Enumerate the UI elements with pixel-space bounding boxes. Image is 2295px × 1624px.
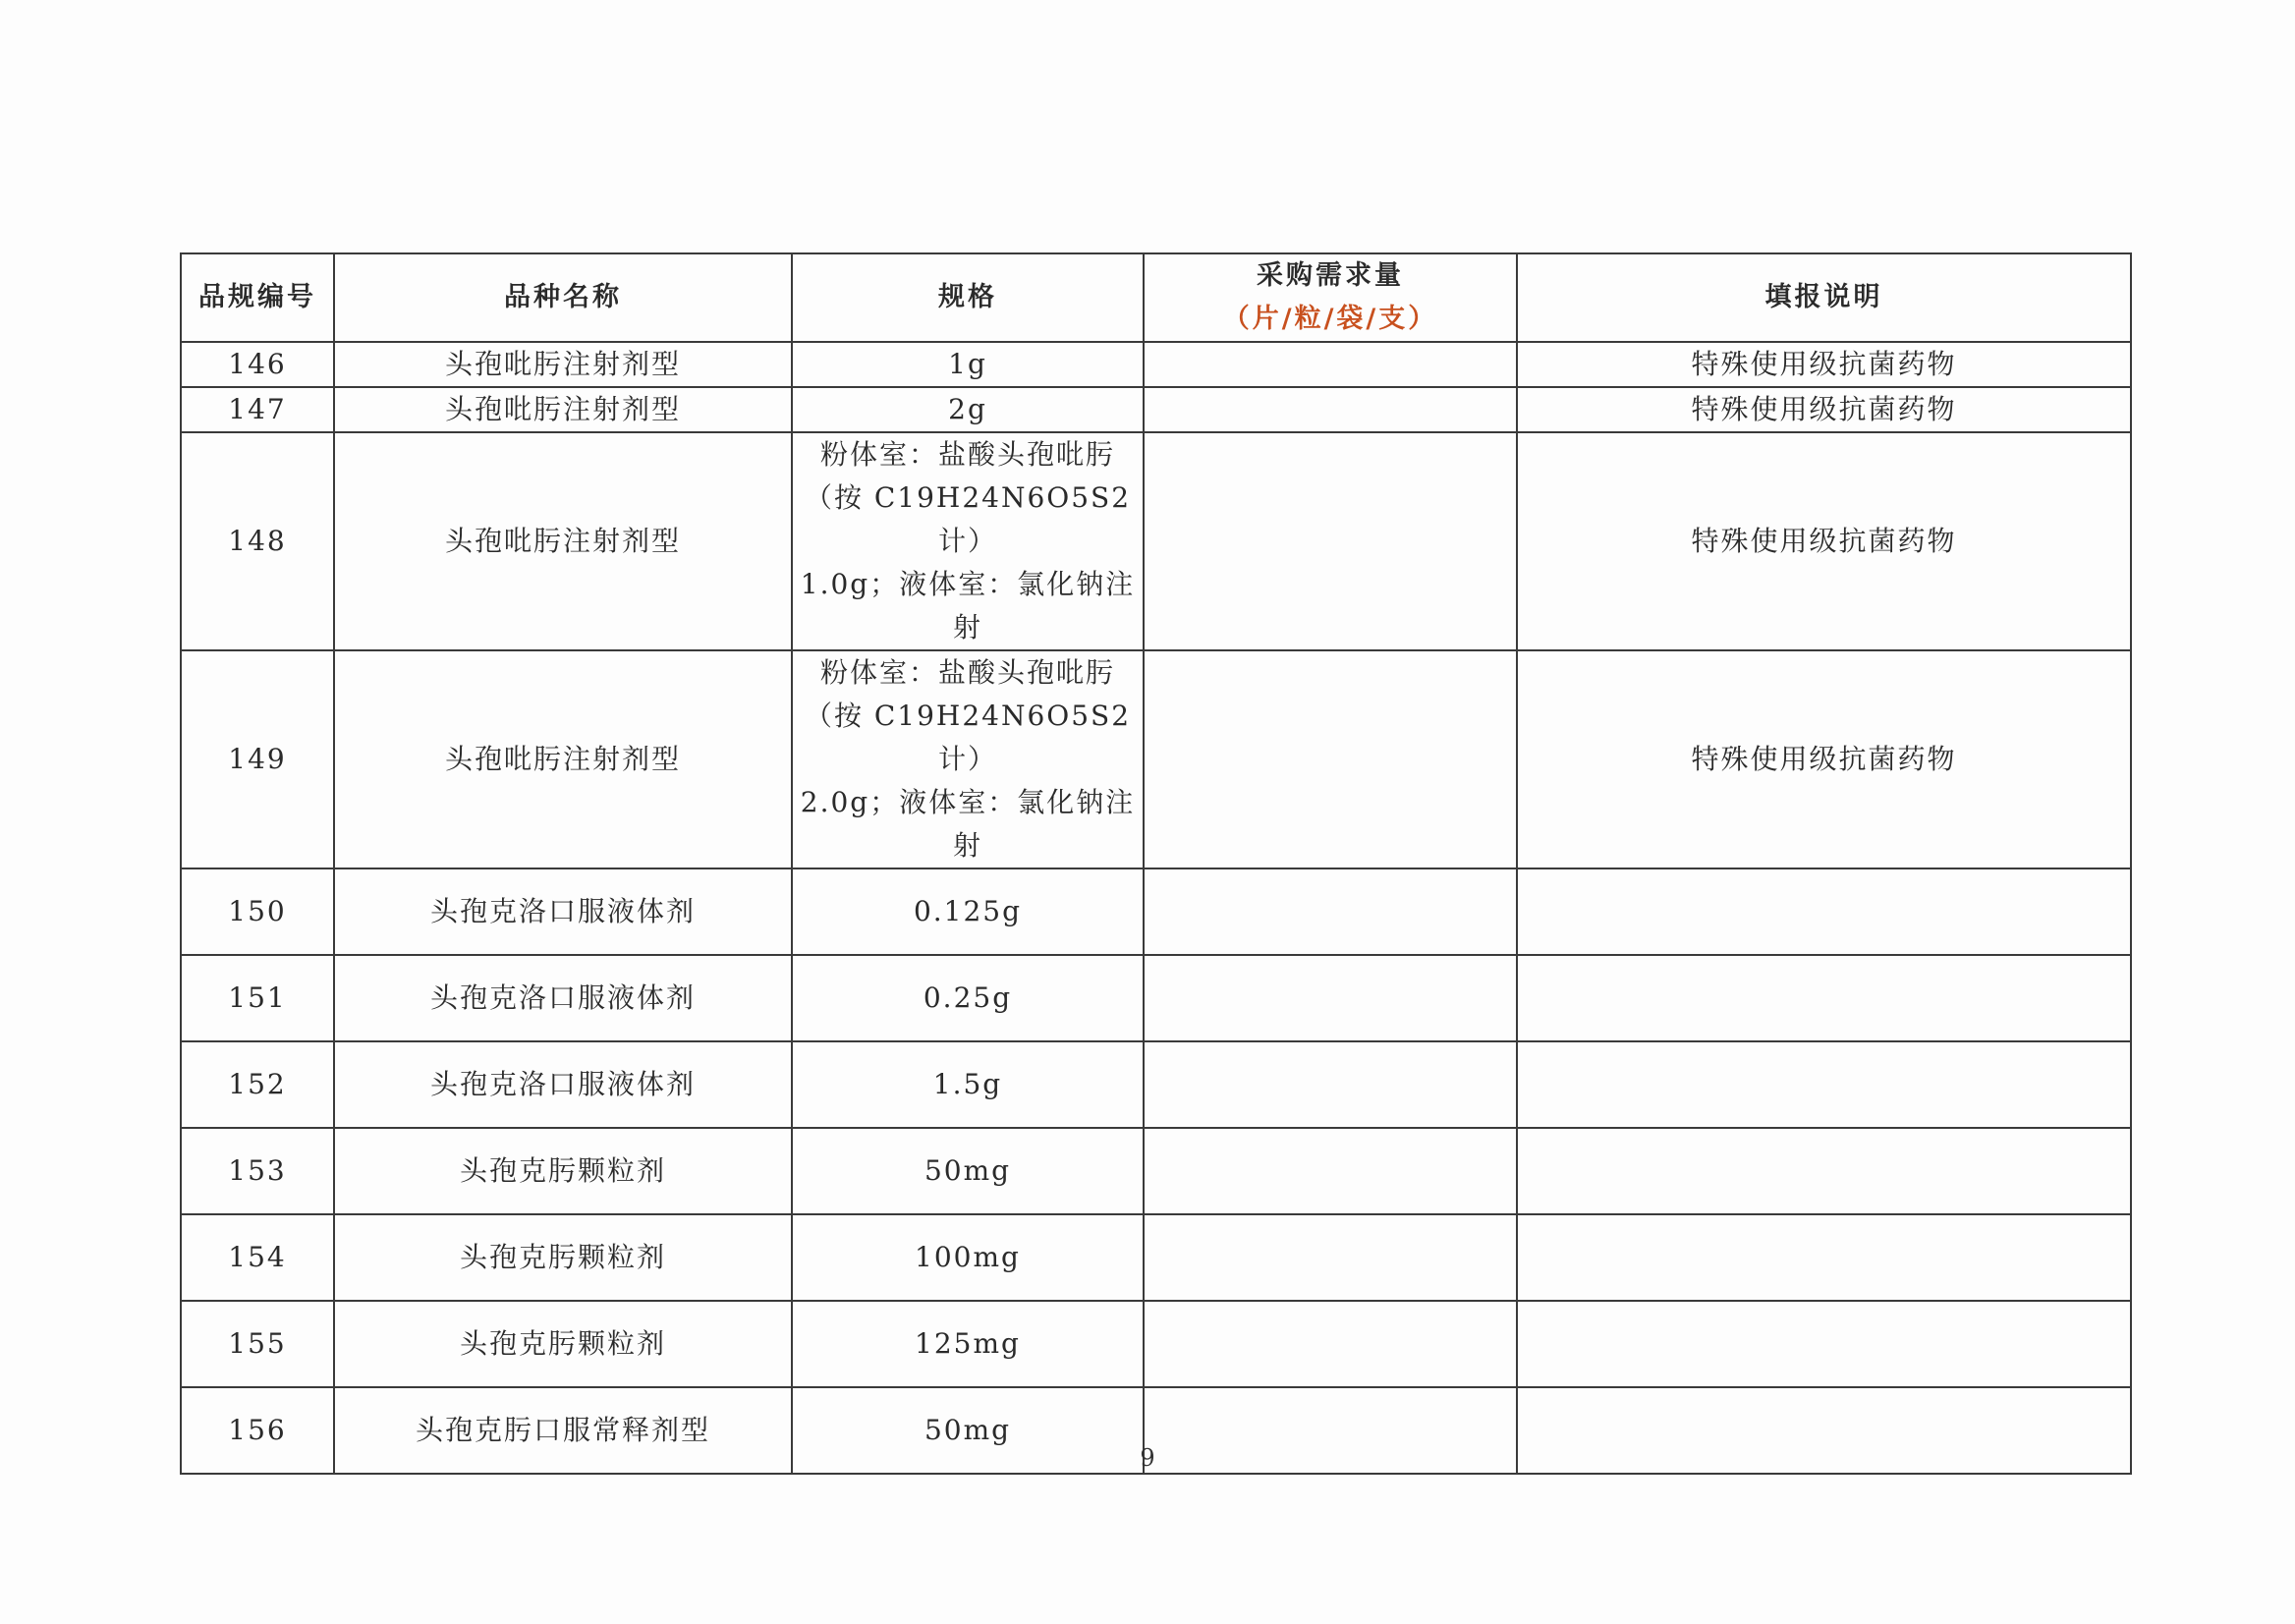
cell-spec-line: 2g: [948, 393, 987, 425]
cell-quantity: [1144, 868, 1517, 955]
cell-spec-line: 50mg: [924, 1154, 1012, 1187]
cell-code: 154: [181, 1214, 334, 1301]
cell-note: 特殊使用级抗菌药物: [1517, 342, 2131, 387]
cell-code: 155: [181, 1301, 334, 1387]
cell-spec-line: 射: [952, 611, 982, 644]
cell-spec: [792, 1214, 1144, 1301]
header-name: 品种名称: [334, 253, 792, 342]
table-row: [181, 1128, 2131, 1214]
cell-spec-line: （按 C19H24N6O5S2 计）: [804, 481, 1132, 557]
cell-note: [1517, 868, 2131, 955]
cell-code: 149: [181, 650, 334, 868]
table-row: [181, 1041, 2131, 1128]
page-number: 9: [1140, 1444, 1155, 1472]
cell-spec: [792, 1041, 1144, 1128]
cell-spec-line: 粉体室：盐酸头孢吡肟: [819, 656, 1115, 689]
cell-quantity: [1144, 1041, 1517, 1128]
table-header-row: [181, 253, 2131, 342]
header-code: 品规编号: [181, 253, 334, 342]
cell-spec: [792, 1301, 1144, 1387]
cell-spec-line: 1.0g；液体室：氯化钠注: [800, 568, 1136, 600]
table-row: [181, 1301, 2131, 1387]
cell-spec: [792, 955, 1144, 1041]
table-row: [181, 1214, 2131, 1301]
cell-quantity: [1144, 342, 1517, 387]
cell-note: [1517, 1041, 2131, 1128]
cell-note: [1517, 1128, 2131, 1214]
cell-spec: [792, 650, 1144, 868]
cell-name: 头孢吡肟注射剂型: [334, 342, 792, 387]
cell-spec: [792, 342, 1144, 387]
header-quantity: [1144, 253, 1517, 342]
table-row: [181, 342, 2131, 387]
header-spec: 规格: [792, 253, 1144, 342]
cell-note: [1517, 955, 2131, 1041]
cell-spec-line: 2.0g；液体室：氯化钠注: [800, 786, 1136, 818]
cell-code: 151: [181, 955, 334, 1041]
cell-spec: [792, 1128, 1144, 1214]
cell-name: 头孢克肟颗粒剂: [334, 1214, 792, 1301]
cell-note: [1517, 1301, 2131, 1387]
cell-note: [1517, 1214, 2131, 1301]
cell-name: 头孢克洛口服液体剂: [334, 1041, 792, 1128]
cell-note: 特殊使用级抗菌药物: [1517, 387, 2131, 432]
cell-spec-line: 0.25g: [923, 981, 1013, 1014]
cell-quantity: [1144, 1301, 1517, 1387]
cell-code: 148: [181, 432, 334, 650]
table-row: [181, 387, 2131, 432]
cell-quantity: [1144, 387, 1517, 432]
table-row: [181, 650, 2131, 868]
header-quantity-label: 采购需求量: [1257, 260, 1404, 291]
cell-spec-line: 50mg: [924, 1414, 1012, 1446]
table-row: [181, 868, 2131, 955]
cell-name: 头孢克肟颗粒剂: [334, 1301, 792, 1387]
table-row: [181, 955, 2131, 1041]
cell-name: 头孢克肟口服常释剂型: [334, 1387, 792, 1474]
cell-spec-line: 0.125g: [913, 895, 1023, 927]
cell-spec-line: 1g: [948, 348, 987, 380]
cell-spec-line: 粉体室：盐酸头孢吡肟: [819, 438, 1115, 471]
cell-code: 150: [181, 868, 334, 955]
cell-code: 153: [181, 1128, 334, 1214]
cell-code: 147: [181, 387, 334, 432]
cell-name: 头孢克洛口服液体剂: [334, 868, 792, 955]
cell-name: 头孢克肟颗粒剂: [334, 1128, 792, 1214]
header-quantity-unit: （片/粒/袋/支）: [1222, 304, 1438, 334]
cell-spec: [792, 387, 1144, 432]
cell-note: 特殊使用级抗菌药物: [1517, 650, 2131, 868]
cell-spec-line: 射: [952, 829, 982, 862]
cell-quantity: [1144, 1128, 1517, 1214]
cell-spec-line: （按 C19H24N6O5S2 计）: [804, 700, 1132, 775]
cell-note: 特殊使用级抗菌药物: [1517, 432, 2131, 650]
cell-spec: [792, 868, 1144, 955]
table-body: [181, 342, 2131, 1474]
cell-quantity: [1144, 432, 1517, 650]
cell-quantity: [1144, 955, 1517, 1041]
cell-name: 头孢吡肟注射剂型: [334, 387, 792, 432]
cell-code: 156: [181, 1387, 334, 1474]
table-row: [181, 432, 2131, 650]
cell-quantity: [1144, 1214, 1517, 1301]
cell-code: 146: [181, 342, 334, 387]
cell-spec: [792, 432, 1144, 650]
procurement-table: [180, 252, 2132, 1475]
header-note: 填报说明: [1517, 253, 2131, 342]
cell-spec-line: 125mg: [915, 1327, 1021, 1360]
cell-name: 头孢克洛口服液体剂: [334, 955, 792, 1041]
cell-quantity: [1144, 650, 1517, 868]
cell-name: 头孢吡肟注射剂型: [334, 650, 792, 868]
cell-spec-line: 100mg: [915, 1241, 1021, 1273]
cell-name: 头孢吡肟注射剂型: [334, 432, 792, 650]
cell-spec-line: 1.5g: [932, 1068, 1003, 1100]
cell-code: 152: [181, 1041, 334, 1128]
